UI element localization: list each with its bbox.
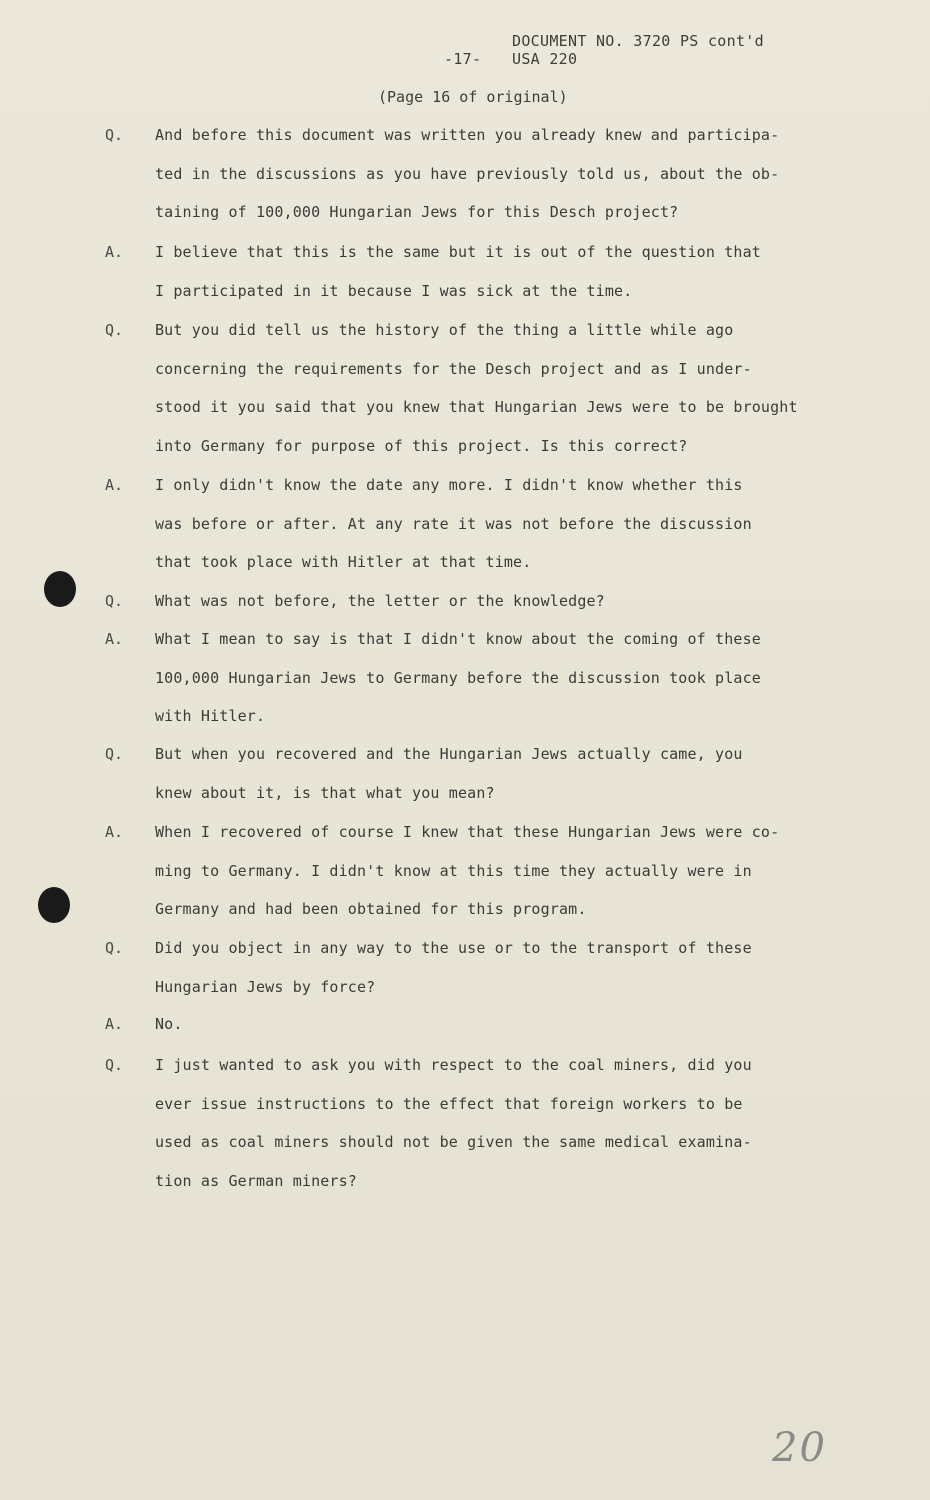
transcript-line: knew about it, is that what you mean? <box>155 783 495 802</box>
speaker-label: Q. <box>105 939 124 957</box>
original-page-reference: (Page 16 of original) <box>378 88 568 106</box>
transcript-line: taining of 100,000 Hungarian Jews for this Desch project? <box>155 203 679 221</box>
transcript-line: was before or after. At any rate it was not before the discussion <box>155 514 752 533</box>
handwritten-page-number: 20 <box>772 1425 827 1471</box>
speaker-label: A. <box>105 630 124 648</box>
speaker-label: Q. <box>105 126 124 144</box>
document-number: DOCUMENT NO. 3720 PS cont'd <box>512 32 764 50</box>
speaker-label: A. <box>105 1015 124 1033</box>
exhibit-number: USA 220 <box>512 50 578 68</box>
transcript-line: with Hitler. <box>155 707 266 725</box>
transcript-line: I only didn't know the date any more. I didn't know whether this <box>155 476 743 494</box>
speaker-label: A. <box>105 823 124 841</box>
transcript-line: ted in the discussions as you have previously told us, about the ob- <box>155 164 780 183</box>
transcript-line: concerning the requirements for the Desch project and as I under- <box>155 359 752 378</box>
transcript-line: I participated in it because I was sick at the time. <box>155 281 633 300</box>
transcript-line: But when you recovered and the Hungarian Jews actually came, you <box>155 745 743 763</box>
punch-hole-lower <box>38 887 70 923</box>
transcript-line: that took place with Hitler at that time. <box>155 553 532 571</box>
transcript-line: What was not before, the letter or the knowledge? <box>155 592 605 610</box>
transcript-line: stood it you said that you knew that Hungarian Jews were to be brought <box>155 398 798 416</box>
punch-hole-upper <box>44 571 76 607</box>
speaker-label: A. <box>105 243 124 261</box>
transcript-line: Did you object in any way to the use or to the transport of these <box>155 939 752 957</box>
page-number: -17- <box>444 50 482 68</box>
transcript-line: tion as German miners? <box>155 1171 357 1190</box>
speaker-label: Q. <box>105 321 124 339</box>
speaker-label: Q. <box>105 592 124 610</box>
transcript-line: What I mean to say is that I didn't know about the coming of these <box>155 630 761 648</box>
transcript-line: I believe that this is the same but it is out of the question that <box>155 243 761 261</box>
transcript-line: ming to Germany. I didn't know at this time they actually were in <box>155 861 752 880</box>
transcript-line: No. <box>155 1015 183 1033</box>
speaker-label: Q. <box>105 1056 124 1074</box>
transcript-line: into Germany for purpose of this project. Is this correct? <box>155 436 688 455</box>
transcript-line: But you did tell us the history of the thing a little while ago <box>155 321 734 339</box>
transcript-line: ever issue instructions to the effect that foreign workers to be <box>155 1094 743 1113</box>
transcript-line: I just wanted to ask you with respect to the coal miners, did you <box>155 1056 752 1074</box>
transcript-line: used as coal miners should not be given the same medical examina- <box>155 1133 752 1151</box>
transcript-line: Germany and had been obtained for this program. <box>155 900 587 918</box>
transcript-line: 100,000 Hungarian Jews to Germany before the discussion took place <box>155 668 761 687</box>
transcript-line: Hungarian Jews by force? <box>155 977 376 996</box>
speaker-label: A. <box>105 476 124 494</box>
transcript-line: And before this document was written you already knew and participa- <box>155 126 780 144</box>
transcript-line: When I recovered of course I knew that these Hungarian Jews were co- <box>155 823 780 841</box>
speaker-label: Q. <box>105 745 124 763</box>
